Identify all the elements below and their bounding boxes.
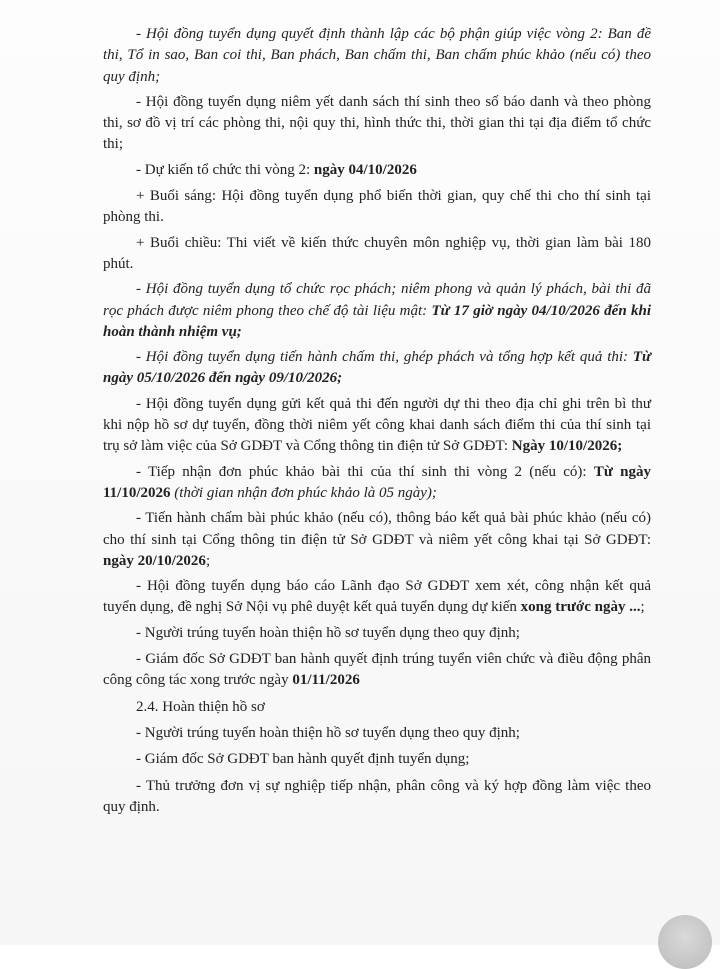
paragraph-10-text: - Tiến hành chấm bài phúc khảo (nếu có), thông báo kết quả bài phúc khảo (nếu có) cho thí sinh tại Cổng thông tin điện tử Sở GDĐT và niêm yết công khai tại Sở GDĐT:	[103, 510, 651, 548]
section-heading-text: 2.4. Hoàn thiện hồ sơ	[136, 698, 265, 715]
paragraph-5-text: + Buổi chiều: Thi viết về kiến thức chuyên môn nghiệp vụ, thời gian làm bài 180 phút.	[103, 234, 651, 272]
section-heading	[103, 697, 651, 718]
paragraph-9-note: (thời gian nhận đơn phúc khảo là 05 ngày);	[170, 484, 437, 501]
paragraph-10-end: ;	[205, 552, 211, 569]
paragraph-17	[103, 776, 651, 819]
paragraph-8-text: - Hội đồng tuyển dụng gửi kết quả thi đến người dự thi theo địa chỉ ghi trên bì thư khi nộp hồ sơ dự tuyển, đồng thời niêm yết công khai danh sách điểm thi của thí sinh tại trụ sở làm việc của Sở GDĐT và Cổng thông tin điện tử Sở GDĐT:	[103, 395, 651, 455]
paragraph-9-text: - Tiếp nhận đơn phúc khảo bài thi của thí sinh thi vòng 2 (nếu có):	[136, 463, 594, 480]
paragraph-11	[103, 576, 651, 619]
paragraph-17-text: - Thủ trưởng đơn vị sự nghiệp tiếp nhận, phân công và ký hợp đồng làm việc theo quy định.	[103, 777, 651, 815]
paragraph-4	[103, 186, 651, 229]
paragraph-13-date: 01/11/2026	[292, 672, 360, 689]
paragraph-2	[103, 92, 651, 156]
paragraph-11-end: ;	[640, 599, 645, 616]
paragraph-2-text: - Hội đồng tuyển dụng niêm yết danh sách thí sinh theo số báo danh và theo phòng thi, sơ đồ vị trí các phòng thi, nội quy thi, hình thức thi, thời gian thi tại địa điểm tổ chức thi;	[103, 93, 651, 153]
paragraph-12-text: - Người trúng tuyển hoàn thiện hồ sơ tuyển dụng theo quy định;	[136, 624, 520, 641]
paragraph-9-date: Từ ngày 11/10/2026	[103, 463, 651, 501]
paragraph-15	[103, 723, 651, 744]
paragraph-1-text: - Hội đồng tuyển dụng quyết định thành lập các bộ phận giúp việc vòng 2: Ban đề thi, Tổ in sao, Ban coi thi, Ban phách, Ban chấm thi, Ban chấm phúc khảo (nếu có) theo quy định;	[103, 26, 651, 85]
paragraph-15-text: - Người trúng tuyển hoàn thiện hồ sơ tuyển dụng theo quy định;	[136, 724, 520, 741]
paragraph-8-date: Ngày 10/10/2026;	[511, 438, 623, 455]
paragraph-4-text: + Buổi sáng: Hội đồng tuyển dụng phổ biến thời gian, quy chế thi cho thí sinh tại phòng thi.	[103, 188, 651, 226]
paragraph-3	[103, 160, 651, 181]
paragraph-12	[103, 623, 651, 644]
document-body	[103, 24, 651, 822]
paragraph-13-text: - Giám đốc Sở GDĐT ban hành quyết định trúng tuyển viên chức và điều động phân công công tác xong trước ngày	[103, 651, 651, 689]
paragraph-7-date: Từ ngày 05/10/2026 đến ngày 09/10/2026;	[103, 349, 651, 387]
paragraph-7-text: - Hội đồng tuyển dụng tiến hành chấm thi, ghép phách và tổng hợp kết quả thi:	[136, 349, 633, 366]
paragraph-3-date: ngày 04/10/2026	[313, 161, 417, 178]
paragraph-16-text: - Giám đốc Sở GDĐT ban hành quyết định tuyển dụng;	[136, 751, 470, 768]
paragraph-11-deadline: xong trước ngày ...	[520, 599, 641, 616]
paragraph-9	[103, 462, 651, 505]
paragraph-6-date: Từ 17 giờ ngày 04/10/2026 đến khi hoàn thành nhiệm vụ;	[103, 302, 651, 340]
paragraph-3-text: - Dự kiến tổ chức thi vòng 2:	[136, 161, 314, 178]
paragraph-6-text: - Hội đồng tuyển dụng tổ chức rọc phách; niêm phong và quản lý phách, bài thi đã rọc phách được niêm phong theo chế độ tài liệu mật:	[103, 281, 651, 319]
paragraph-8	[103, 394, 651, 458]
paragraph-1	[103, 24, 651, 88]
paragraph-7	[103, 347, 651, 390]
paragraph-13	[103, 649, 651, 692]
paragraph-5	[103, 233, 651, 276]
paragraph-6	[103, 279, 651, 343]
paragraph-11-text: - Hội đồng tuyển dụng báo cáo Lãnh đạo Sở GDĐT xem xét, công nhận kết quả tuyển dụng, đề nghị Sở Nội vụ phê duyệt kết quả tuyển dụng dự kiến	[103, 578, 651, 616]
paragraph-16	[103, 749, 651, 770]
paragraph-10-date: ngày 20/10/2026	[103, 552, 206, 569]
paragraph-10	[103, 508, 651, 572]
scroll-thumb-icon[interactable]	[658, 915, 712, 969]
